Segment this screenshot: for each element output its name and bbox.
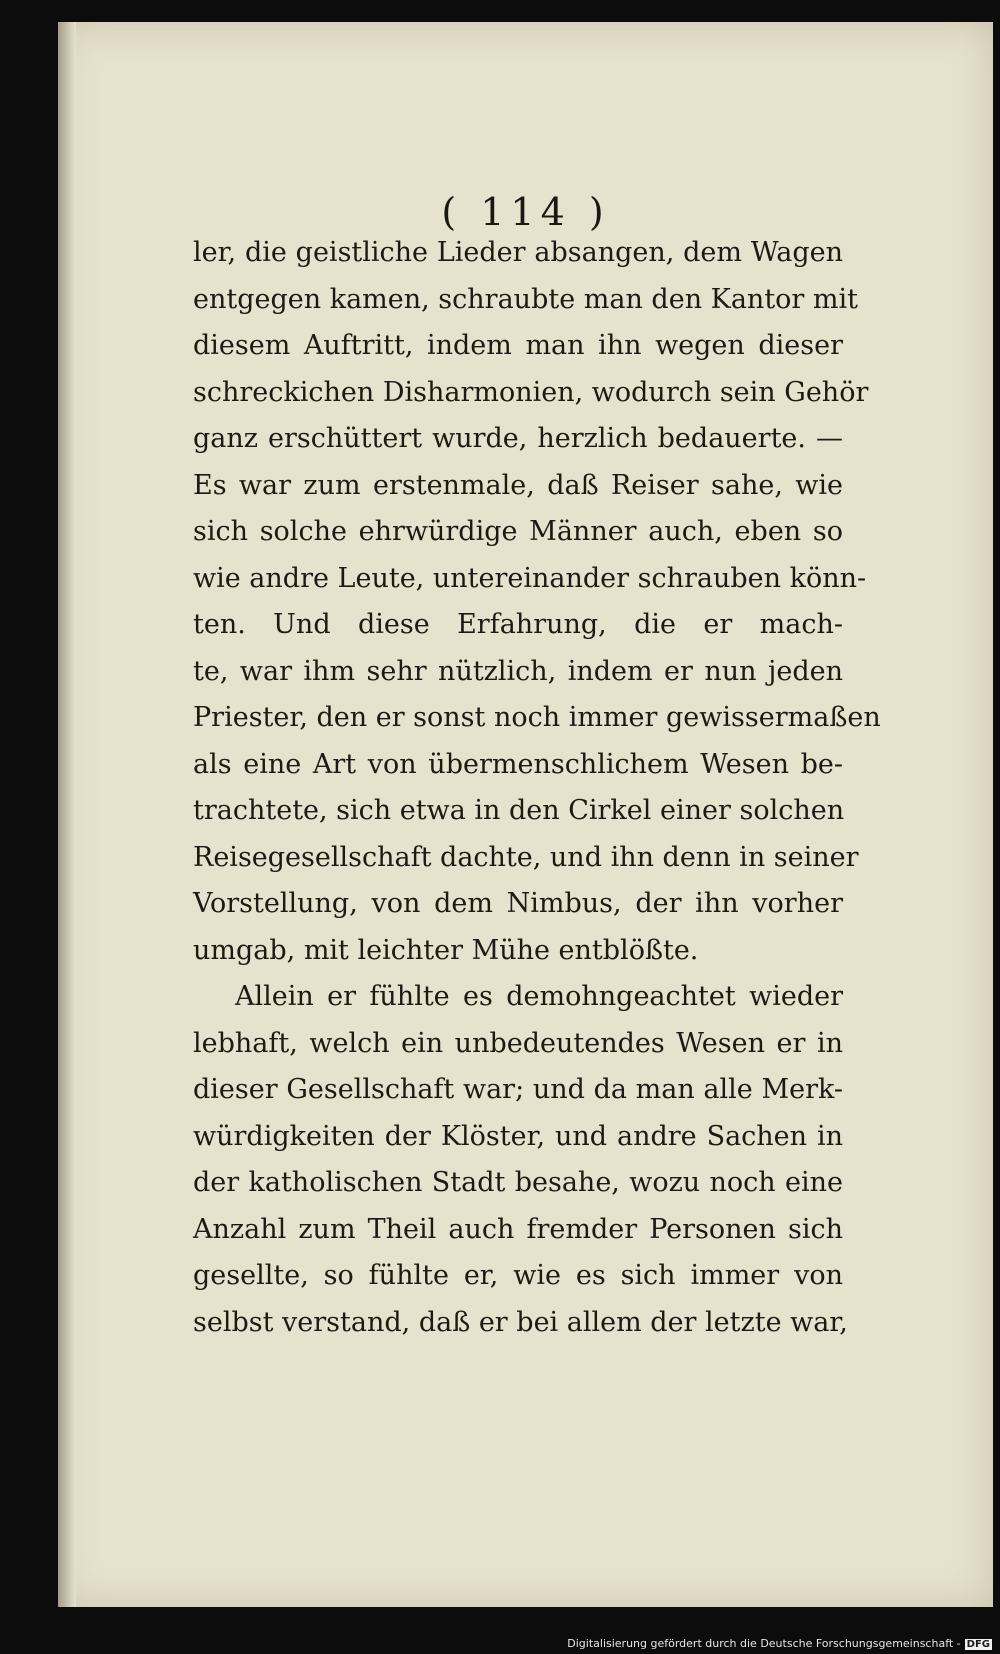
text-line: als eine Art von übermenschlichem Wesen be- — [193, 748, 843, 780]
text-line: ten. Und diese Erfahrung, die er mach- — [193, 609, 843, 640]
paragraph-2 — [193, 974, 848, 1346]
text-line: te, war ihm sehr nützlich, indem er nun jeden — [193, 655, 843, 687]
text-line: selbst verstand, daß er bei allem der letzte war, — [193, 1306, 848, 1338]
text-line: entgegen kamen, schraubte man den Kantor mit — [193, 283, 859, 315]
digitization-credit — [567, 1637, 992, 1650]
text-line: Vorstellung, von dem Nimbus, der ihn vorher — [193, 888, 843, 919]
text-line: umgab, mit leichter Mühe entblößte. — [193, 934, 699, 966]
text-line: Reisegesellschaft dachte, und ihn denn in seiner — [193, 841, 859, 873]
text-line: Priester, den er sonst noch immer gewissermaßen — [193, 702, 881, 733]
text-line: lebhaft, welch ein unbedeutendes Wesen er in — [193, 1027, 843, 1059]
text-line: diesem Auftritt, indem man ihn wegen dieser — [193, 330, 843, 361]
text-line: Anzahl zum Theil auch fremder Personen sich — [193, 1213, 843, 1245]
text-line: wie andre Leute, untereinander schrauben könn- — [193, 562, 867, 594]
page-body-text — [193, 230, 881, 1346]
text-line: sich solche ehrwürdige Männer auch, eben so — [193, 516, 843, 547]
text-line: dieser Gesellschaft war; und da man alle Merk- — [193, 1074, 843, 1105]
text-line: Allein er fühlte es demohngeachtet wieder — [235, 981, 843, 1012]
text-line: ler, die geistliche Lieder absangen, dem Wagen — [193, 237, 843, 268]
page-spine-shadow — [58, 22, 76, 1607]
paragraph-1 — [193, 230, 881, 974]
text-line: trachtete, sich etwa in den Cirkel einer solchen — [193, 795, 845, 826]
dfg-logo: DFG — [966, 1639, 990, 1650]
text-line: der katholischen Stadt besahe, wozu noch eine — [193, 1167, 843, 1198]
text-line: gesellte, so fühlte er, wie es sich immer von — [193, 1260, 843, 1291]
text-line: würdigkeiten der Klöster, und andre Sachen in — [193, 1120, 843, 1152]
text-line: ganz erschüttert wurde, herzlich bedauerte. — — [193, 423, 843, 454]
text-line: schreckichen Disharmonien, wodurch sein Gehör — [193, 376, 869, 408]
page-number: ( 114 ) — [441, 190, 610, 234]
text-line: Es war zum erstenmale, daß Reiser sahe, wie — [193, 469, 843, 501]
credit-text: Digitalisierung gefördert durch die Deutsche Forschungsgemeinschaft - — [567, 1637, 961, 1650]
